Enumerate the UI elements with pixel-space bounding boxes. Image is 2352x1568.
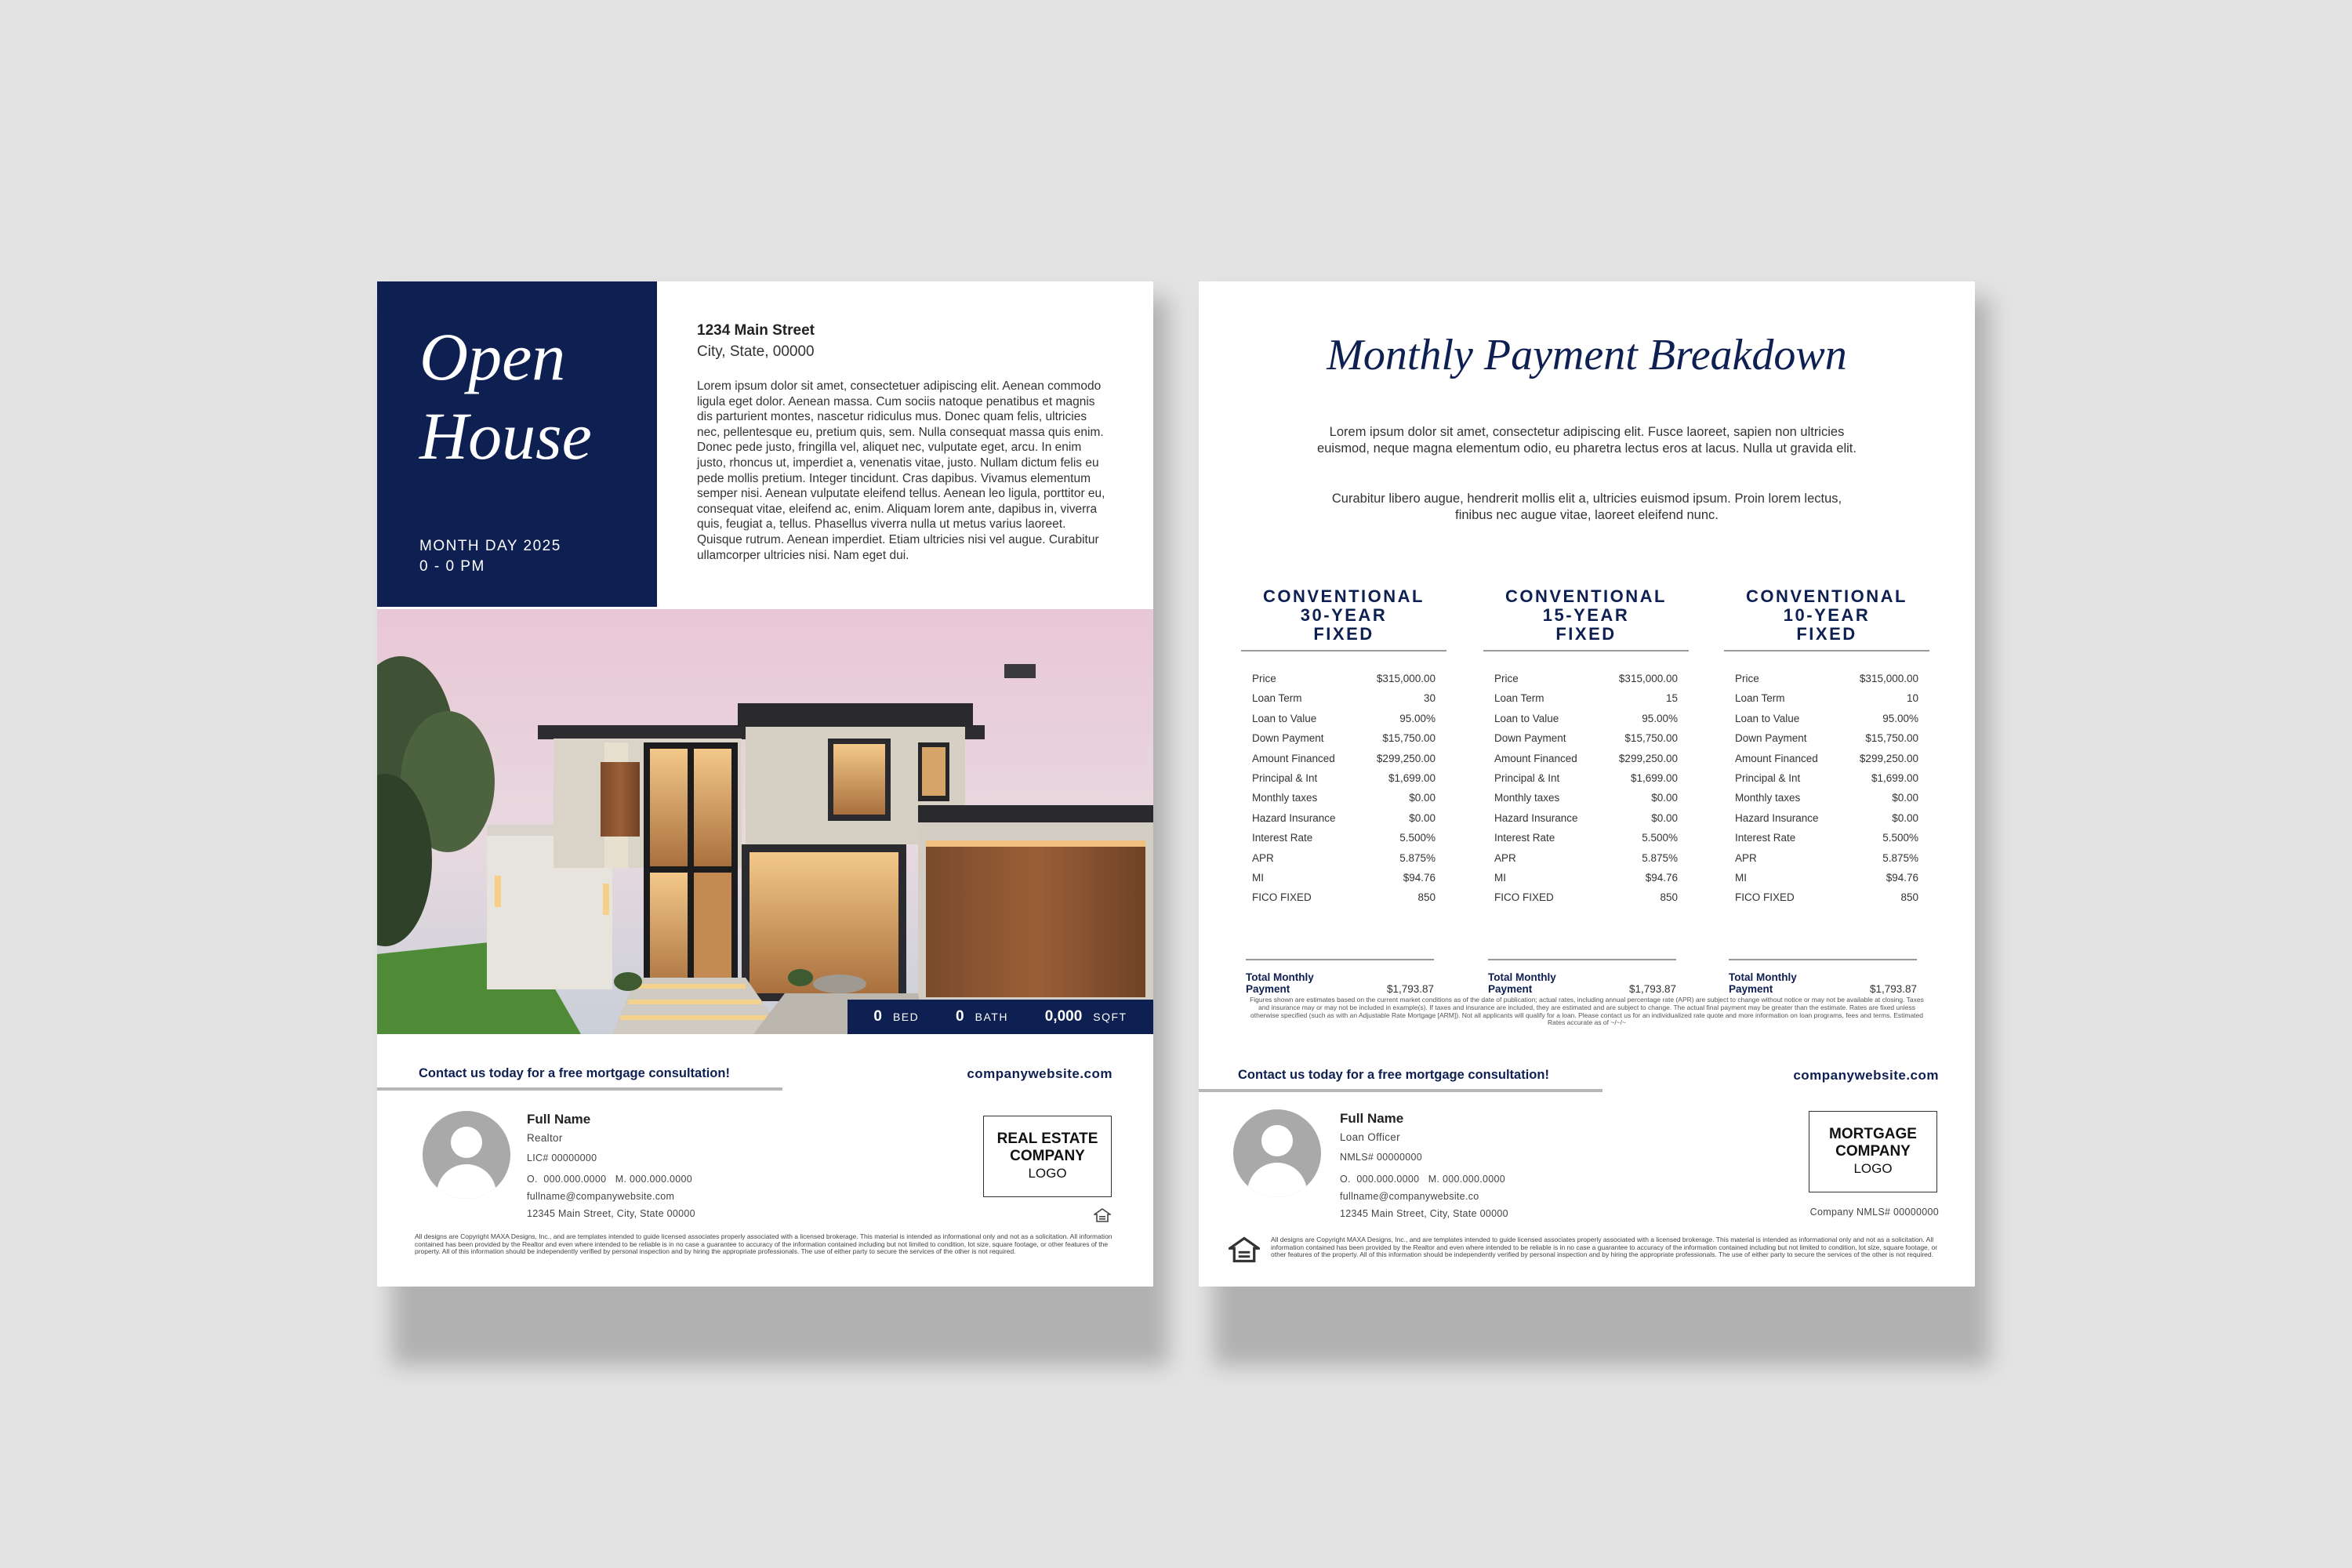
equal-housing-icon bbox=[1094, 1208, 1111, 1222]
headline-line-2: House bbox=[419, 398, 592, 474]
bed-count: 0 bbox=[873, 1008, 882, 1025]
total-monthly-payment bbox=[1246, 959, 1434, 995]
logo-line-3: LOGO bbox=[1853, 1161, 1893, 1176]
total-value: $1,793.87 bbox=[1628, 983, 1676, 995]
agent-name: Full Name bbox=[527, 1112, 591, 1127]
legal-disclaimer: All designs are Copyright MAXA Designs, Inc., and are templates intended to guide licensed associates properly associated with a licensed brokerage. This material is intended as informational only and not as a solicitation. All information contained has been provided by the Realtor and even where intended to be reliable is in no case a guarantee to accuracy of the information contained including but not limited to condition, lot size, square footage, or other features of the property. All of this information should be independently verified by personal inspection and by hiring the appropriate professionals. The use of either party to secure the services of the other is not required. bbox=[415, 1232, 1112, 1256]
officer-avatar-icon bbox=[1233, 1109, 1321, 1197]
officer-name: Full Name bbox=[1340, 1111, 1404, 1126]
address-city: City, State, 00000 bbox=[697, 343, 815, 360]
cta-divider bbox=[377, 1087, 782, 1091]
officer-phones: O. 000.000.0000 M. 000.000.0000 bbox=[1340, 1174, 1506, 1185]
loan-column-10yr bbox=[1724, 586, 1929, 995]
loan-row: MI $94.76 bbox=[1735, 871, 1918, 884]
company-website[interactable]: companywebsite.com bbox=[967, 1066, 1112, 1081]
agent-phones: O. 000.000.0000 M. 000.000.0000 bbox=[527, 1174, 693, 1185]
loan-row: Down Payment $15,750.00 bbox=[1252, 732, 1436, 745]
loan-row: Interest Rate 5.500% bbox=[1735, 832, 1918, 844]
total-value: $1,793.87 bbox=[1869, 983, 1917, 995]
property-description: Lorem ipsum dolor sit amet, consectetuer adipiscing elit. Aenean commodo ligula eget dolor. Aenean massa. Cum sociis natoque penatibus et magnis dis parturient montes, nascetur ridiculus mus. Donec quam felis, ultricies nec, pellentesque eu, pretium quis, sem. Nulla consequat massa quis enim. Donec pede justo, fringilla vel, aliquet nec, vulputate eget, arcu. In enim justo, rhoncus ut, imperdiet a, venenatis vitae, justo. Nullam dictum felis eu pede mollis pretium. Integer tincidunt. Cras dapibus. Vivamus elementum semper nisi. Aenean vulputate eleifend tellus. Aenean leo ligula, porttitor eu, consequat vitae, eleifend ac, enim. Aliquam lorem ante, dapibus in, viverra quis, feugiat a, tellus. Phasellus viverra nulla ut metus varius laoreet. Quisque rutrum. Aenean imperdiet. Etiam ultricies nisi vel augue. Curabitur ullamcorper ultricies nisi. Nam eget dui. bbox=[697, 379, 1105, 562]
loan-row: Principal & Int $1,699.00 bbox=[1735, 771, 1918, 784]
sqft-value: 0,000 bbox=[1044, 1008, 1083, 1025]
loan-row: FICO FIXED 850 bbox=[1735, 891, 1918, 904]
loan-row: FICO FIXED 850 bbox=[1494, 891, 1678, 904]
bath-count: 0 bbox=[956, 1008, 964, 1025]
loan-row: Principal & Int $1,699.00 bbox=[1252, 771, 1436, 784]
officer-email[interactable]: fullname@companywebsite.co bbox=[1340, 1191, 1479, 1202]
loan-term-heading: 30-YEAR bbox=[1300, 605, 1388, 625]
loan-column-30yr bbox=[1241, 586, 1446, 995]
total-label: Total Monthly Payment bbox=[1729, 971, 1797, 995]
consultation-cta: Contact us today for a free mortgage consultation! bbox=[1238, 1068, 1549, 1082]
loan-row: Amount Financed $299,250.00 bbox=[1494, 752, 1678, 764]
headline bbox=[419, 318, 592, 476]
payment-breakdown-sheet bbox=[1199, 281, 1975, 1287]
bed-label: BED bbox=[892, 1011, 920, 1023]
loan-type: CONVENTIONAL bbox=[1263, 586, 1425, 606]
house-illustration bbox=[377, 609, 1153, 1034]
loan-term-heading: 10-YEAR bbox=[1783, 605, 1871, 625]
intro-paragraph-2: Curabitur libero augue, hendrerit mollis elit a, ultricies euismod ipsum. Proin lorem lectus, finibus nec augue vitae, laoreet eleifend nunc. bbox=[1331, 492, 1842, 522]
loan-row: Monthly taxes $0.00 bbox=[1494, 792, 1678, 804]
event-date: MONTH DAY 2025 bbox=[419, 538, 561, 554]
loan-row: Loan to Value 95.00% bbox=[1494, 712, 1678, 724]
breakdown-title: Monthly Payment Breakdown bbox=[1327, 331, 1847, 379]
loan-row: Loan Term 15 bbox=[1494, 692, 1678, 705]
loan-row: Loan Term 10 bbox=[1735, 692, 1918, 705]
loan-heading bbox=[1241, 587, 1446, 652]
loan-row: Down Payment $15,750.00 bbox=[1494, 732, 1678, 745]
loan-row: MI $94.76 bbox=[1252, 871, 1436, 884]
loan-rate-type: FIXED bbox=[1555, 624, 1617, 644]
loan-heading bbox=[1724, 587, 1929, 652]
company-website[interactable]: companywebsite.com bbox=[1793, 1068, 1939, 1083]
event-time: 0 - 0 PM bbox=[419, 558, 485, 575]
loan-row: Principal & Int $1,699.00 bbox=[1494, 771, 1678, 784]
agent-email[interactable]: fullname@companywebsite.com bbox=[527, 1191, 675, 1202]
spec-bath bbox=[956, 1008, 1008, 1025]
loan-rows bbox=[1241, 669, 1446, 908]
loan-type: CONVENTIONAL bbox=[1746, 586, 1907, 606]
company-nmls: Company NMLS# 00000000 bbox=[1809, 1207, 1939, 1218]
loan-rate-type: FIXED bbox=[1313, 624, 1374, 644]
total-value: $1,793.87 bbox=[1386, 983, 1434, 995]
loan-rate-type: FIXED bbox=[1796, 624, 1857, 644]
sqft-label: SQFT bbox=[1093, 1011, 1127, 1023]
loan-rows bbox=[1483, 669, 1689, 908]
officer-title: Loan Officer bbox=[1340, 1131, 1400, 1143]
officer-address: 12345 Main Street, City, State 00000 bbox=[1340, 1208, 1508, 1219]
loan-row: Price $315,000.00 bbox=[1735, 673, 1918, 684]
loan-heading bbox=[1483, 587, 1689, 652]
spec-bed bbox=[873, 1008, 919, 1025]
loan-row: Down Payment $15,750.00 bbox=[1735, 732, 1918, 745]
total-label: Total Monthly Payment bbox=[1488, 971, 1556, 995]
agent-address: 12345 Main Street, City, State 00000 bbox=[527, 1208, 695, 1219]
total-monthly-payment bbox=[1729, 959, 1917, 995]
loan-row: APR 5.875% bbox=[1735, 851, 1918, 864]
loan-row: Loan Term 30 bbox=[1252, 692, 1436, 705]
officer-nmls: NMLS# 00000000 bbox=[1340, 1152, 1422, 1163]
loan-row: Loan to Value 95.00% bbox=[1252, 712, 1436, 724]
legal-disclaimer: All designs are Copyright MAXA Designs, Inc., and are templates intended to guide licensed associates properly associated with a licensed brokerage. This material is intended as informational only and not as a solicitation. All information contained has been provided by the Realtor and even where intended to be reliable is in no case a guarantee to accuracy of the information contained including but not limited to condition, lot size, square footage, or other features of the property. All of this information should be independently verified by personal inspection and by hiring the appropriate professionals. The use of either party to secure the services of the other is not required. bbox=[1271, 1236, 1938, 1259]
loan-row: Loan to Value 95.00% bbox=[1735, 712, 1918, 724]
agent-license: LIC# 00000000 bbox=[527, 1152, 597, 1163]
loan-row: Price $315,000.00 bbox=[1494, 673, 1678, 684]
loan-row: Hazard Insurance $0.00 bbox=[1252, 811, 1436, 824]
consultation-cta: Contact us today for a free mortgage consultation! bbox=[419, 1066, 730, 1080]
loan-term-heading: 15-YEAR bbox=[1542, 605, 1630, 625]
loan-row: Amount Financed $299,250.00 bbox=[1735, 752, 1918, 764]
loan-row: APR 5.875% bbox=[1252, 851, 1436, 864]
loan-row: Hazard Insurance $0.00 bbox=[1735, 811, 1918, 824]
spec-sqft bbox=[1045, 1008, 1127, 1025]
total-monthly-payment bbox=[1488, 959, 1676, 995]
rate-disclaimer: Figures shown are estimates based on the current market conditions as of the date of publication; actual rates, including annual percentage rate (APR) are subject to change without notice or may not be available at closing. Taxes and insurance may or may not be included in example(s). If taxes and insurance are included, they are estimated and are subject to change. The actual final payment may be greater than the estimate. Rates are fixed unless otherwise specified (such as with an Adjustable Rate Mortgage [ARM]). Not all applicants will qualify for a loan. Please contact us for an individualized rate quote and more information on loan programs, fees and terms. Estimated Rates accurate as of ~/~/~ bbox=[1250, 996, 1924, 1027]
headline-line-1: Open bbox=[419, 319, 566, 394]
loan-row: MI $94.76 bbox=[1494, 871, 1678, 884]
open-house-flyer bbox=[377, 281, 1153, 1287]
loan-row: FICO FIXED 850 bbox=[1252, 891, 1436, 904]
logo-line-2: COMPANY bbox=[1835, 1143, 1911, 1160]
real-estate-logo bbox=[983, 1116, 1112, 1197]
cta-divider bbox=[1199, 1089, 1602, 1092]
address-street: 1234 Main Street bbox=[697, 322, 815, 339]
loan-row: Amount Financed $299,250.00 bbox=[1252, 752, 1436, 764]
logo-line-2: COMPANY bbox=[1010, 1148, 1085, 1164]
loan-row: APR 5.875% bbox=[1494, 851, 1678, 864]
total-label: Total Monthly Payment bbox=[1246, 971, 1314, 995]
logo-line-3: LOGO bbox=[1028, 1166, 1067, 1181]
loan-column-15yr bbox=[1483, 586, 1689, 995]
property-specs-bar bbox=[848, 1000, 1153, 1034]
loan-type: CONVENTIONAL bbox=[1505, 586, 1667, 606]
event-datetime bbox=[419, 536, 561, 577]
logo-line-1: MORTGAGE bbox=[1829, 1126, 1917, 1142]
loan-row: Interest Rate 5.500% bbox=[1494, 832, 1678, 844]
loan-row: Monthly taxes $0.00 bbox=[1252, 792, 1436, 804]
intro-paragraph-1: Lorem ipsum dolor sit amet, consectetur adipiscing elit. Fusce laoreet, sapien non ultricies euismod, neque magna elementum odio, eu pharetra lectus eros at lacus. Nulla ut gravida elit. bbox=[1317, 425, 1857, 456]
agent-title: Realtor bbox=[527, 1132, 563, 1144]
bath-label: BATH bbox=[975, 1011, 1008, 1023]
loan-row: Monthly taxes $0.00 bbox=[1735, 792, 1918, 804]
mortgage-company-logo bbox=[1809, 1111, 1937, 1192]
loan-row: Hazard Insurance $0.00 bbox=[1494, 811, 1678, 824]
loan-row: Price $315,000.00 bbox=[1252, 673, 1436, 684]
equal-housing-icon bbox=[1229, 1236, 1260, 1263]
headline-panel bbox=[377, 281, 657, 607]
logo-line-1: REAL ESTATE bbox=[996, 1131, 1098, 1147]
loan-row: Interest Rate 5.500% bbox=[1252, 832, 1436, 844]
loan-rows bbox=[1724, 669, 1929, 908]
house-photo bbox=[377, 609, 1153, 1034]
agent-avatar-icon bbox=[423, 1111, 510, 1199]
